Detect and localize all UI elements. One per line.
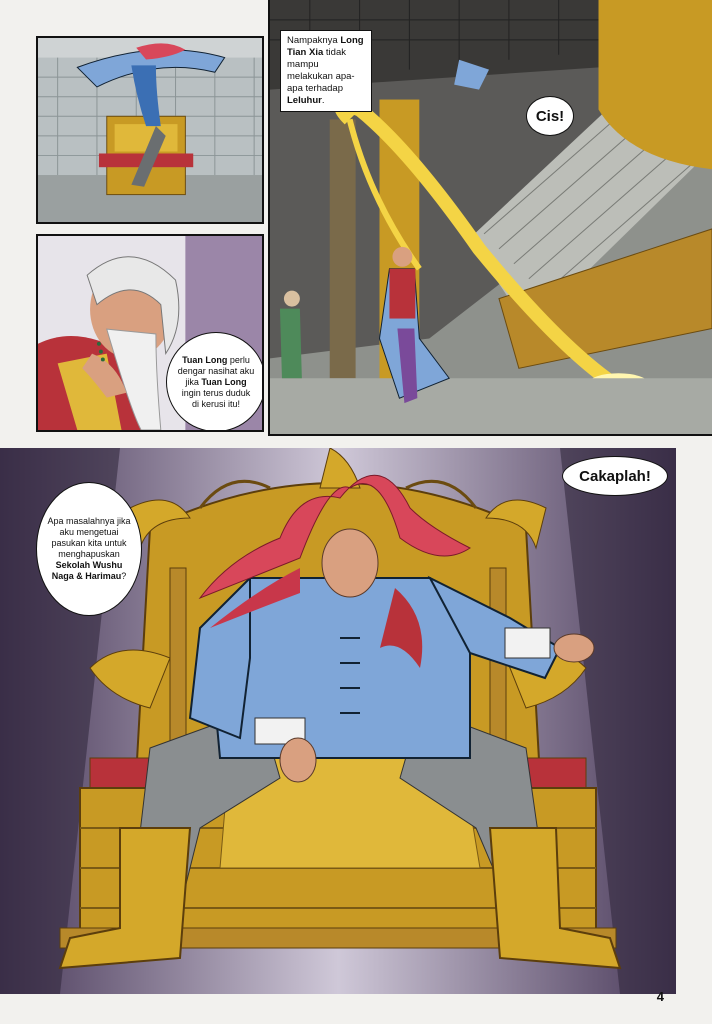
hero-speech-text: Apa masalahnya jika aku mengetuai pasukan kita untuk menghapuskan Sekolah Wushu Naga & Harimau? bbox=[47, 516, 131, 581]
hero-speech-bubble bbox=[36, 482, 142, 616]
cis-shout-text: Cis! bbox=[535, 107, 565, 125]
cakaplah-shout-text: Cakaplah! bbox=[579, 467, 651, 485]
panel-hall-strike bbox=[268, 0, 712, 436]
cis-shout-bubble bbox=[526, 96, 574, 136]
elder-speech-text: Tuan Long perlu dengar nasihat aku jika Tuan Long ingin terus duduk di kerusi itu! bbox=[177, 354, 255, 409]
panel-throne bbox=[0, 448, 676, 994]
panel-elder bbox=[36, 234, 264, 432]
narration-caption: Nampaknya Long Tian Xia tidak mampu melakukan apa-apa terhadap Leluhur. bbox=[280, 30, 372, 112]
elder-speech-bubble bbox=[166, 332, 264, 432]
leap-artwork bbox=[38, 38, 262, 222]
panel-leap bbox=[36, 36, 264, 224]
cakaplah-shout-bubble bbox=[562, 456, 668, 496]
page-number: 4 bbox=[656, 989, 664, 1004]
